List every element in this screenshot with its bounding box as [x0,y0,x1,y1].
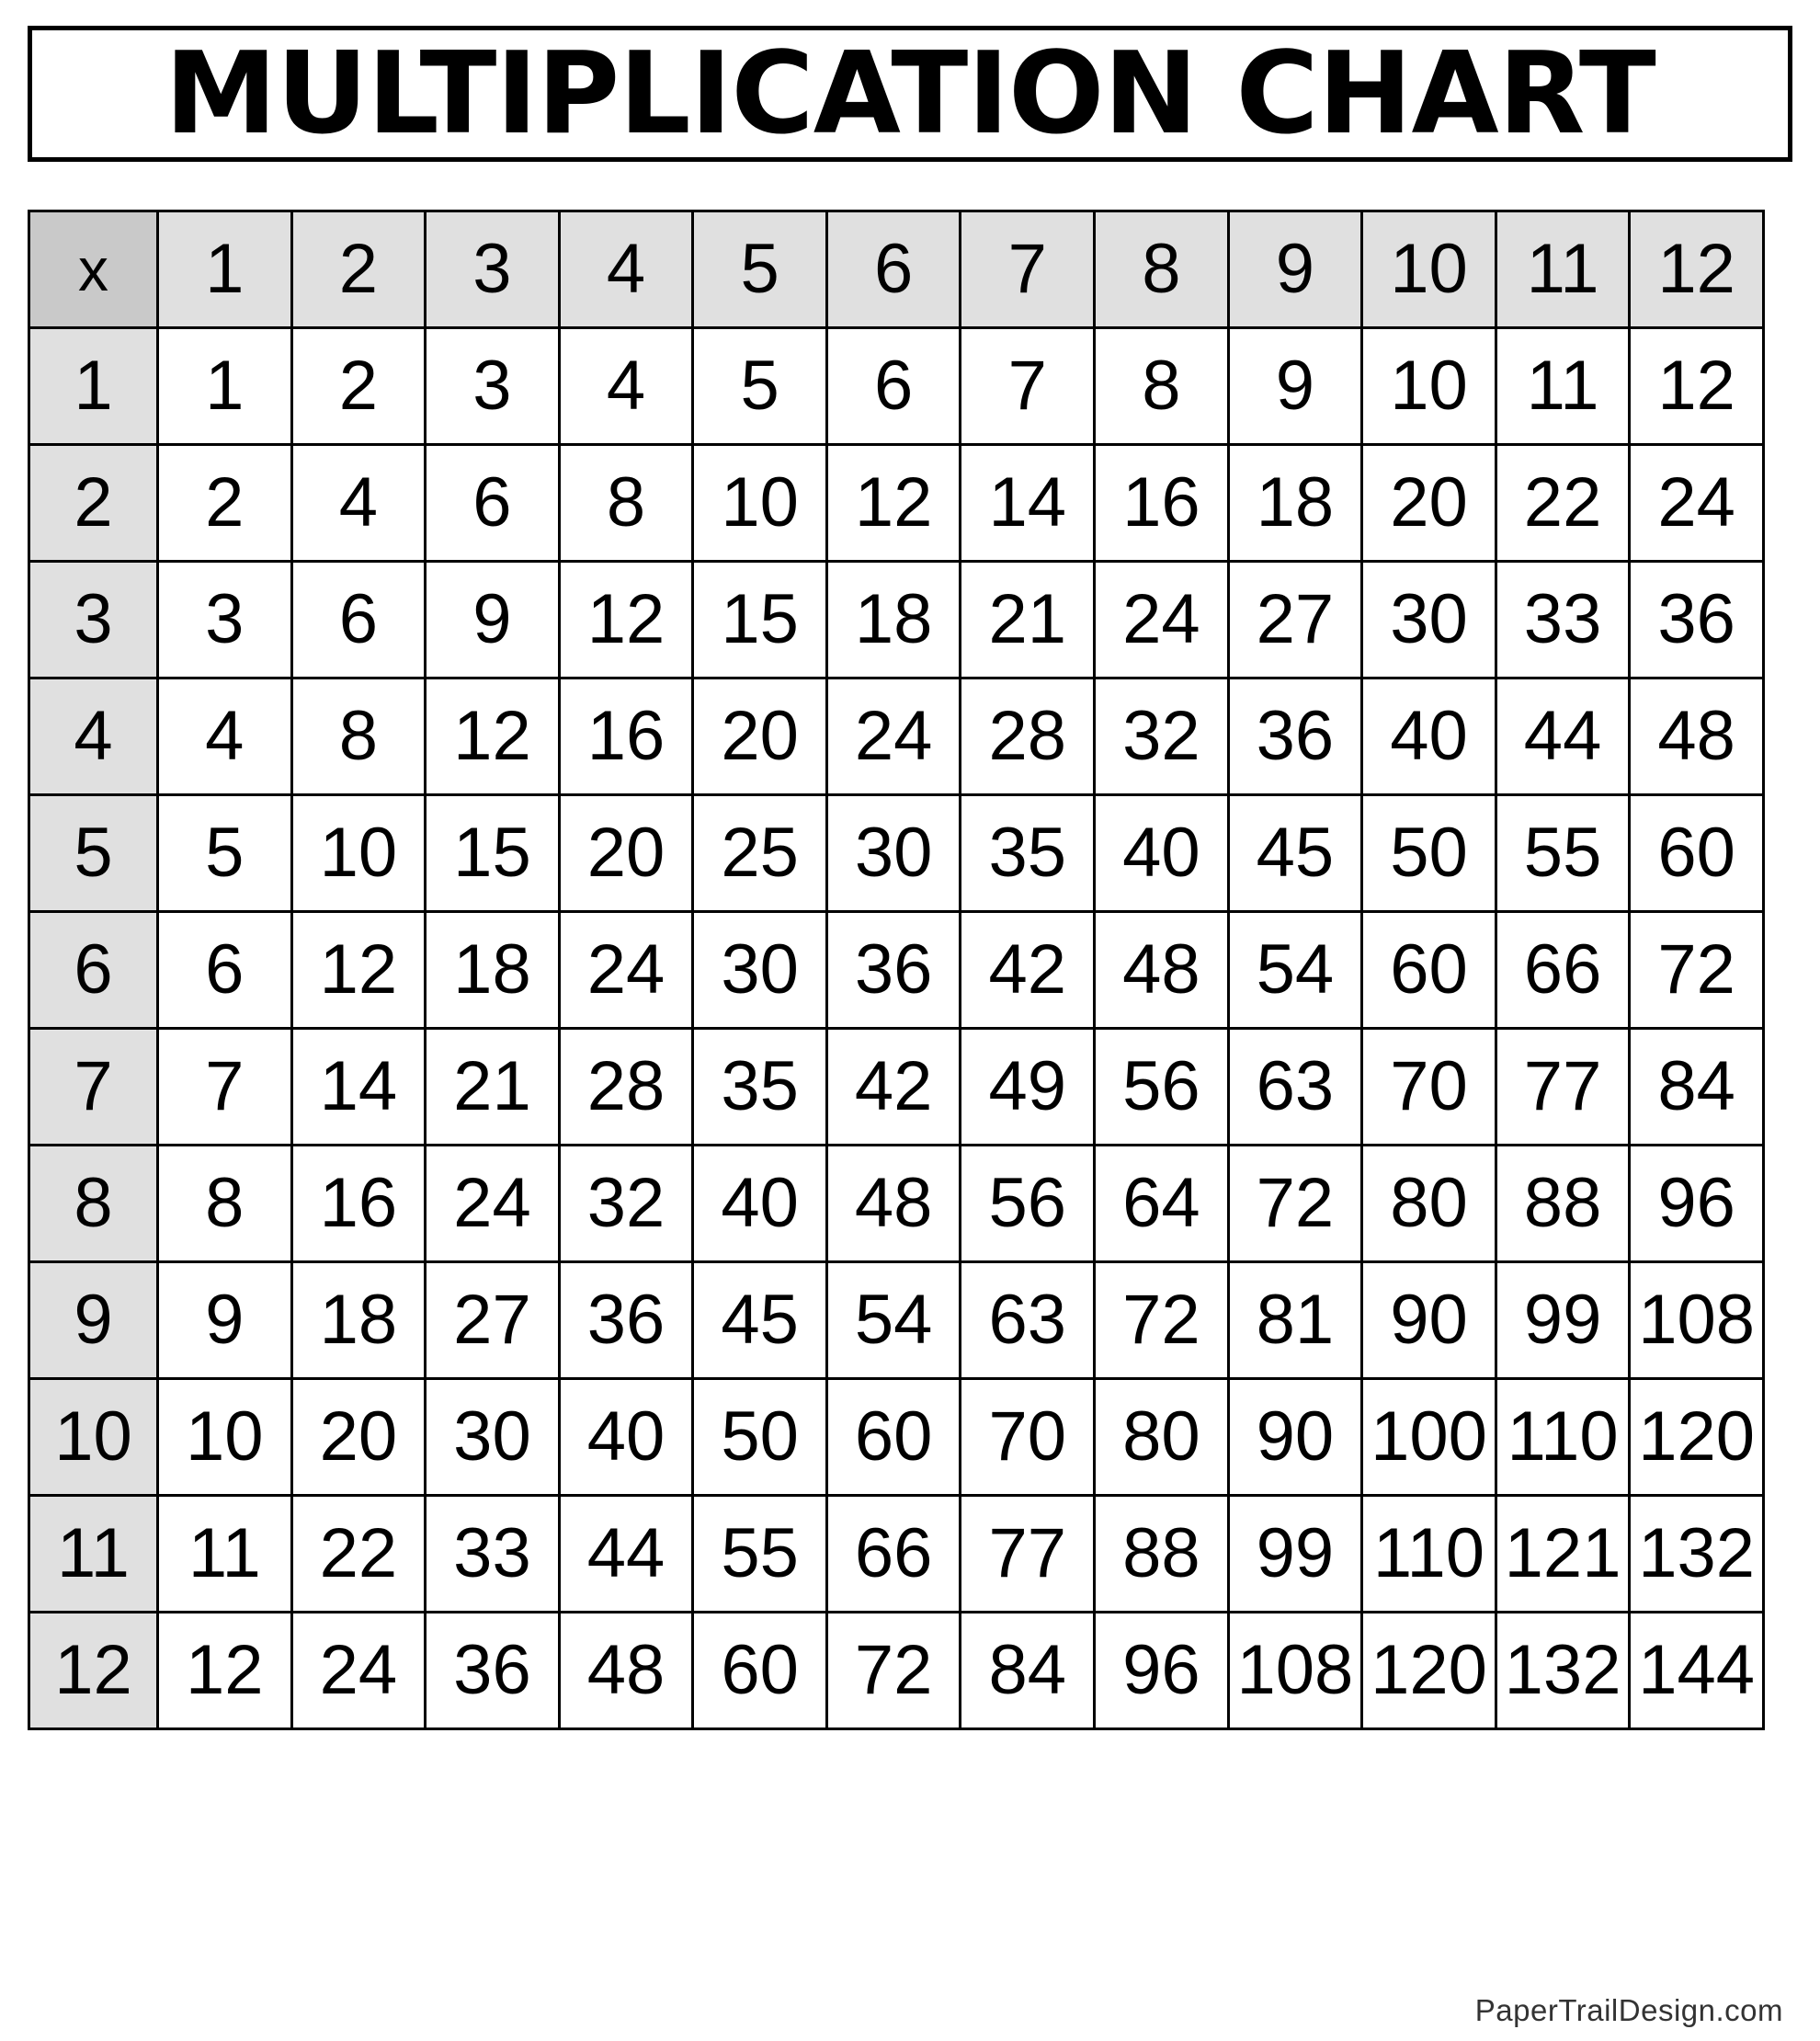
column-header-11: 11 [1496,211,1630,328]
cell-5-3: 15 [426,795,560,912]
cell-2-5: 10 [693,445,827,562]
cell-11-8: 88 [1095,1496,1229,1613]
multiplication-table [28,210,1765,1730]
table-row [29,795,1764,912]
cell-10-4: 40 [559,1379,693,1496]
table-row [29,912,1764,1029]
cell-5-10: 50 [1362,795,1496,912]
cell-1-11: 11 [1496,328,1630,445]
cell-6-12: 72 [1630,912,1764,1029]
column-header-9: 9 [1228,211,1362,328]
cell-7-3: 21 [426,1029,560,1146]
cell-12-6: 72 [826,1613,961,1729]
cell-2-8: 16 [1095,445,1229,562]
row-header-3: 3 [29,562,158,678]
cell-6-6: 36 [826,912,961,1029]
cell-8-3: 24 [426,1146,560,1262]
row-header-5: 5 [29,795,158,912]
column-header-4: 4 [559,211,693,328]
cell-7-9: 63 [1228,1029,1362,1146]
table-row [29,1146,1764,1262]
row-header-4: 4 [29,678,158,795]
table-row [29,1029,1764,1146]
cell-7-2: 14 [291,1029,426,1146]
cell-2-12: 24 [1630,445,1764,562]
cell-12-4: 48 [559,1613,693,1729]
column-header-6: 6 [826,211,961,328]
cell-11-3: 33 [426,1496,560,1613]
cell-11-5: 55 [693,1496,827,1613]
cell-10-3: 30 [426,1379,560,1496]
cell-9-7: 63 [961,1262,1095,1379]
cell-1-1: 1 [158,328,292,445]
cell-12-5: 60 [693,1613,827,1729]
cell-8-4: 32 [559,1146,693,1262]
table-row [29,1262,1764,1379]
cell-11-1: 11 [158,1496,292,1613]
cell-10-9: 90 [1228,1379,1362,1496]
page-title: MULTIPLICATION CHART [165,28,1655,160]
cell-7-11: 77 [1496,1029,1630,1146]
column-header-5: 5 [693,211,827,328]
cell-6-8: 48 [1095,912,1229,1029]
cell-5-5: 25 [693,795,827,912]
cell-1-2: 2 [291,328,426,445]
cell-1-4: 4 [559,328,693,445]
cell-1-10: 10 [1362,328,1496,445]
cell-9-4: 36 [559,1262,693,1379]
cell-3-3: 9 [426,562,560,678]
cell-10-2: 20 [291,1379,426,1496]
cell-3-9: 27 [1228,562,1362,678]
cell-10-1: 10 [158,1379,292,1496]
cell-11-9: 99 [1228,1496,1362,1613]
cell-3-10: 30 [1362,562,1496,678]
column-header-10: 10 [1362,211,1496,328]
column-header-2: 2 [291,211,426,328]
table-row [29,445,1764,562]
cell-11-10: 110 [1362,1496,1496,1613]
cell-6-7: 42 [961,912,1095,1029]
cell-4-11: 44 [1496,678,1630,795]
table-row [29,1496,1764,1613]
cell-9-6: 54 [826,1262,961,1379]
cell-7-7: 49 [961,1029,1095,1146]
cell-1-6: 6 [826,328,961,445]
cell-8-11: 88 [1496,1146,1630,1262]
cell-3-8: 24 [1095,562,1229,678]
table-corner-cell: x [29,211,158,328]
column-header-12: 12 [1630,211,1764,328]
cell-5-8: 40 [1095,795,1229,912]
cell-3-1: 3 [158,562,292,678]
cell-1-12: 12 [1630,328,1764,445]
cell-8-7: 56 [961,1146,1095,1262]
cell-9-1: 9 [158,1262,292,1379]
cell-11-2: 22 [291,1496,426,1613]
cell-12-3: 36 [426,1613,560,1729]
cell-7-12: 84 [1630,1029,1764,1146]
cell-9-10: 90 [1362,1262,1496,1379]
cell-7-1: 7 [158,1029,292,1146]
cell-6-1: 6 [158,912,292,1029]
cell-3-11: 33 [1496,562,1630,678]
cell-6-10: 60 [1362,912,1496,1029]
cell-8-6: 48 [826,1146,961,1262]
cell-2-9: 18 [1228,445,1362,562]
cell-3-4: 12 [559,562,693,678]
cell-4-2: 8 [291,678,426,795]
footer-attribution: PaperTrailDesign.com [1474,1993,1783,2027]
cell-11-6: 66 [826,1496,961,1613]
column-header-8: 8 [1095,211,1229,328]
cell-3-12: 36 [1630,562,1764,678]
cell-9-3: 27 [426,1262,560,1379]
cell-5-7: 35 [961,795,1095,912]
row-header-11: 11 [29,1496,158,1613]
column-header-3: 3 [426,211,560,328]
cell-1-8: 8 [1095,328,1229,445]
cell-9-9: 81 [1228,1262,1362,1379]
cell-4-9: 36 [1228,678,1362,795]
cell-2-4: 8 [559,445,693,562]
cell-7-4: 28 [559,1029,693,1146]
cell-10-6: 60 [826,1379,961,1496]
cell-5-6: 30 [826,795,961,912]
cell-4-1: 4 [158,678,292,795]
cell-7-10: 70 [1362,1029,1496,1146]
cell-10-5: 50 [693,1379,827,1496]
column-header-1: 1 [158,211,292,328]
cell-5-12: 60 [1630,795,1764,912]
cell-4-10: 40 [1362,678,1496,795]
row-header-12: 12 [29,1613,158,1729]
cell-8-12: 96 [1630,1146,1764,1262]
cell-4-5: 20 [693,678,827,795]
title-box [28,26,1792,162]
cell-6-4: 24 [559,912,693,1029]
cell-1-7: 7 [961,328,1095,445]
cell-2-11: 22 [1496,445,1630,562]
cell-2-7: 14 [961,445,1095,562]
cell-8-10: 80 [1362,1146,1496,1262]
cell-3-7: 21 [961,562,1095,678]
table-row [29,328,1764,445]
table-row [29,1379,1764,1496]
cell-3-5: 15 [693,562,827,678]
row-header-9: 9 [29,1262,158,1379]
cell-10-11: 110 [1496,1379,1630,1496]
cell-5-1: 5 [158,795,292,912]
cell-6-9: 54 [1228,912,1362,1029]
cell-3-2: 6 [291,562,426,678]
cell-2-10: 20 [1362,445,1496,562]
cell-6-2: 12 [291,912,426,1029]
cell-4-12: 48 [1630,678,1764,795]
cell-9-2: 18 [291,1262,426,1379]
cell-10-7: 70 [961,1379,1095,1496]
cell-11-7: 77 [961,1496,1095,1613]
cell-1-5: 5 [693,328,827,445]
table-row [29,678,1764,795]
cell-1-9: 9 [1228,328,1362,445]
cell-9-5: 45 [693,1262,827,1379]
row-header-6: 6 [29,912,158,1029]
cell-2-1: 2 [158,445,292,562]
cell-4-4: 16 [559,678,693,795]
cell-7-6: 42 [826,1029,961,1146]
cell-11-4: 44 [559,1496,693,1613]
cell-6-5: 30 [693,912,827,1029]
cell-2-6: 12 [826,445,961,562]
cell-5-9: 45 [1228,795,1362,912]
cell-5-4: 20 [559,795,693,912]
cell-6-11: 66 [1496,912,1630,1029]
cell-5-2: 10 [291,795,426,912]
cell-8-5: 40 [693,1146,827,1262]
row-header-8: 8 [29,1146,158,1262]
cell-8-8: 64 [1095,1146,1229,1262]
cell-10-10: 100 [1362,1379,1496,1496]
cell-4-8: 32 [1095,678,1229,795]
cell-2-3: 6 [426,445,560,562]
cell-12-7: 84 [961,1613,1095,1729]
cell-11-12: 132 [1630,1496,1764,1613]
cell-10-8: 80 [1095,1379,1229,1496]
cell-1-3: 3 [426,328,560,445]
cell-2-2: 4 [291,445,426,562]
row-header-1: 1 [29,328,158,445]
cell-12-8: 96 [1095,1613,1229,1729]
cell-9-12: 108 [1630,1262,1764,1379]
cell-12-9: 108 [1228,1613,1362,1729]
cell-6-3: 18 [426,912,560,1029]
cell-5-11: 55 [1496,795,1630,912]
table-row [29,562,1764,678]
cell-4-3: 12 [426,678,560,795]
cell-9-8: 72 [1095,1262,1229,1379]
cell-12-1: 12 [158,1613,292,1729]
cell-12-10: 120 [1362,1613,1496,1729]
cell-4-7: 28 [961,678,1095,795]
cell-8-1: 8 [158,1146,292,1262]
cell-4-6: 24 [826,678,961,795]
table-header-row [29,211,1764,328]
cell-10-12: 120 [1630,1379,1764,1496]
cell-12-2: 24 [291,1613,426,1729]
row-header-2: 2 [29,445,158,562]
cell-11-11: 121 [1496,1496,1630,1613]
cell-9-11: 99 [1496,1262,1630,1379]
cell-3-6: 18 [826,562,961,678]
cell-7-8: 56 [1095,1029,1229,1146]
cell-12-11: 132 [1496,1613,1630,1729]
cell-12-12: 144 [1630,1613,1764,1729]
column-header-7: 7 [961,211,1095,328]
table-row [29,1613,1764,1729]
row-header-10: 10 [29,1379,158,1496]
row-header-7: 7 [29,1029,158,1146]
cell-7-5: 35 [693,1029,827,1146]
cell-8-9: 72 [1228,1146,1362,1262]
cell-8-2: 16 [291,1146,426,1262]
